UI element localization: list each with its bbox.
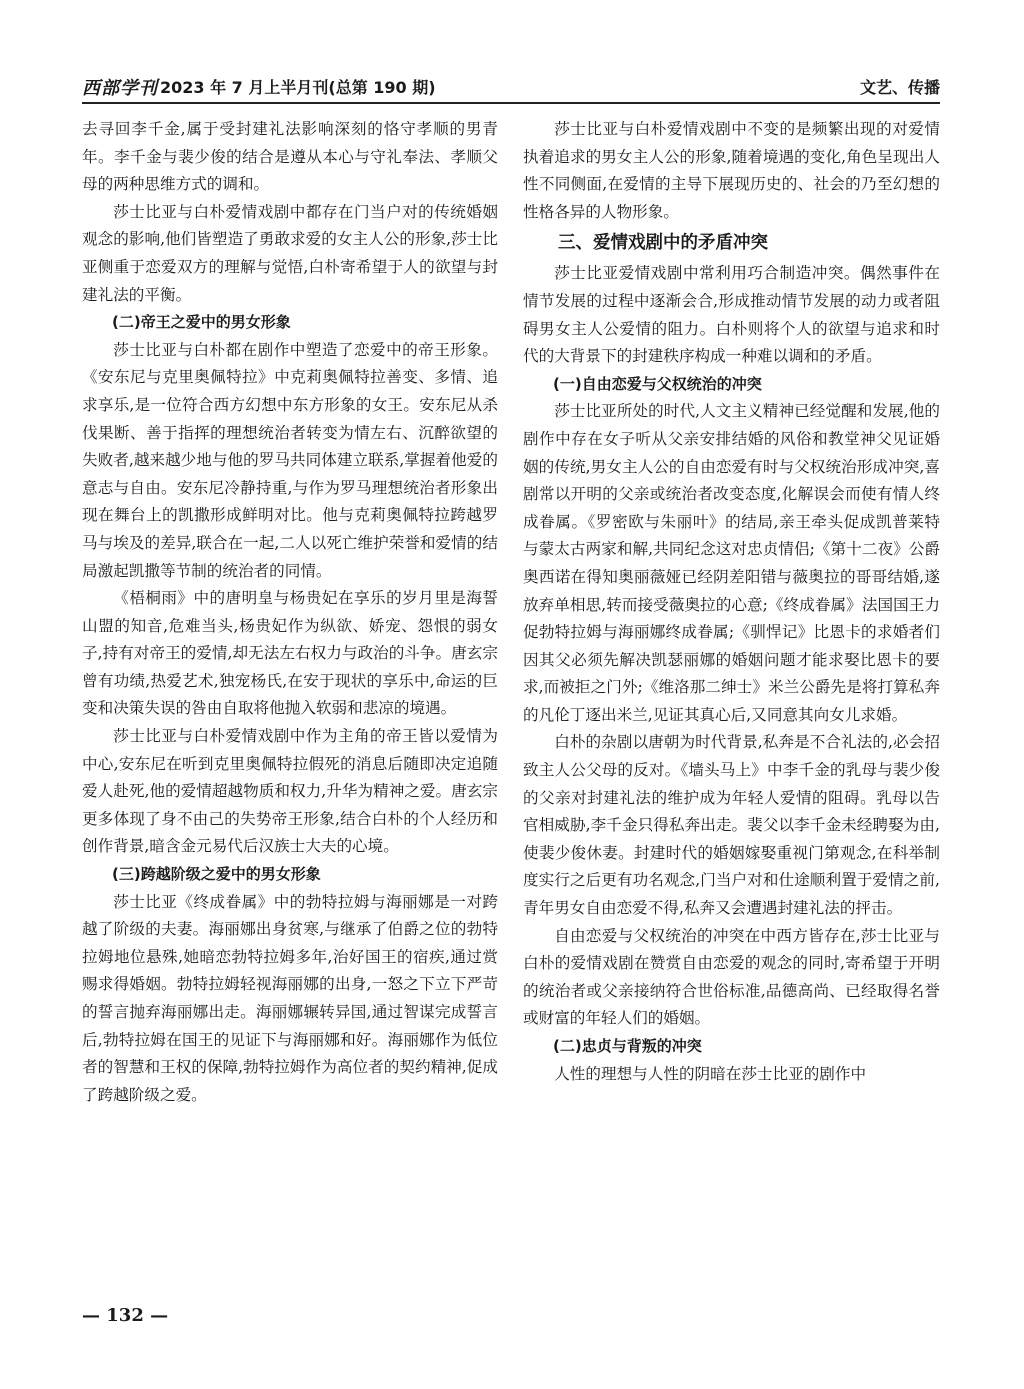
paragraph: 白朴的杂剧以唐朝为时代背景,私奔是不合礼法的,必会招致主人公父母的反对。《墙头马上》中李千金的乳母与裴少俊的父亲对封建礼法的维护成为年轻人爱情的阻碍。乳母以告官相威胁,李千金只得私奔出走。裴父以李千金未经聘娶为由,使裴少俊休妻。封建时代的婚姻嫁娶重视门第观念,在科举制度实行之后更有功名观念,门当户对和仕途顺利置于爱情之前,青年男女自由恋爱不得,私奔又会遭遇封建礼法的抨击。 — [523, 733, 940, 918]
paragraph: 《梧桐雨》中的唐明皇与杨贵妃在享乐的岁月里是海誓山盟的知音,危难当头,杨贵妃作为纵欲、娇宠、怨恨的弱女子,持有对帝王的爱情,却无法左右权力与政治的斗争。唐玄宗曾有功绩,热爱艺术,独宠杨氏,在安于现状的享乐中,命运的巨变和决策失误的咎由自取将他抛入软弱和悲凉的境遇。 — [82, 589, 498, 718]
paragraph: 莎士比亚与白朴爱情戏剧中都存在门当户对的传统婚姻观念的影响,他们皆塑造了勇敢求爱的女主人公的形象,莎士比亚侧重于恋爱双方的理解与觉悟,白朴寄希望于人的欲望与封建礼法的平衡。 — [82, 202, 498, 304]
paragraph: 去寻回李千金,属于受封建礼法影响深刻的恪守孝顺的男青年。李千金与裴少俊的结合是遵从本心与守礼奉法、孝顺父母的两种思维方式的调和。 — [82, 120, 498, 194]
paragraph: 自由恋爱与父权统治的冲突在中西方皆存在,莎士比亚与白朴的爱情戏剧在赞赏自由恋爱的观念的同时,寄希望于开明的统治者或父亲接纳符合世俗标准,品德高尚、已经取得名誉或财富的年轻人们的婚姻。 — [523, 926, 940, 1028]
page-number: — 132 — — [82, 1305, 169, 1326]
section-name: 文艺、传播 — [859, 78, 940, 97]
paragraph: 人性的理想与人性的阴暗在莎士比亚的剧作中 — [554, 1064, 867, 1083]
running-header — [82, 72, 940, 104]
paragraph: 莎士比亚与白朴爱情戏剧中不变的是频繁出现的对爱情执着追求的男女主人公的形象,随着境遇的变化,角色呈现出人性不同侧面,在爱情的主导下展现历史的、社会的乃至幻想的性格各异的人物形象。 — [523, 120, 940, 221]
issue-info: 2023 年 7 月上半月刊(总第 190 期) — [160, 78, 436, 97]
section-heading: (一)自由恋爱与父权统治的冲突 — [553, 374, 762, 393]
journal-logo: 西部学刊 — [82, 78, 158, 99]
left-column — [82, 116, 498, 1109]
paragraph: 莎士比亚与白朴爱情戏剧中作为主角的帝王皆以爱情为中心,安东尼在听到克里奥佩特拉假死的消息后随即决定追随爱人赴死,他的爱情超越物质和权力,升华为精神之爱。唐玄宗更多体现了身不由己的失势帝王形象,结合白朴的个人经历和创作背景,暗含金元易代后汉族士大夫的心境。 — [82, 727, 498, 856]
paragraph: 莎士比亚爱情戏剧中常利用巧合制造冲突。偶然事件在情节发展的过程中逐渐会合,形成推动情节发展的动力或者阻碍男女主人公爱情的阻力。白朴则将个人的欲望与追求和时代的大背景下的封建秩序构成一种难以调和的矛盾。 — [523, 264, 940, 366]
section-heading: (二)帝王之爱中的男女形象 — [112, 313, 291, 332]
section-heading: (二)忠贞与背叛的冲突 — [553, 1037, 702, 1055]
paragraph: 莎士比亚所处的时代,人文主义精神已经觉醒和发展,他的剧作中存在女子听从父亲安排结婚的风俗和教堂神父见证婚姻的传统,男女主人公的自由恋爱有时与父权统治形成冲突,喜剧常以开明的父亲或统治者改变态度,化解误会而使有情人终成眷属。《罗密欧与朱丽叶》的结局,亲王牵头促成凯普莱特与蒙太古两家和解,共同纪念这对忠贞情侣;《第十二夜》公爵奥西诺在得知奥丽薇娅已经阴差阳错与薇奥拉的哥哥结婚,遂放弃单相思,转而接受薇奥拉的心意;《终成眷属》法国国王力促勃特拉姆与海丽娜终成眷属;《驯悍记》比恩卡的求婚者们因其父必须先解决凯瑟丽娜的婚姻问题才能求娶比恩卡的要求,而被拒之门外;《维洛那二绅士》米兰公爵先是将打算私奔的凡伦丁逐出米兰,见证其真心后,又同意其向女儿求婚。 — [523, 402, 940, 724]
section-heading: (三)跨越阶级之爱中的男女形象 — [112, 865, 321, 884]
paragraph: 莎士比亚《终成眷属》中的勃特拉姆与海丽娜是一对跨越了阶级的夫妻。海丽娜出身贫寒,与继承了伯爵之位的勃特拉姆地位悬殊,她暗恋勃特拉姆多年,治好国王的宿疾,通过赏赐求得婚姻。勃特拉姆轻视海丽娜的出身,一怒之下立下严苛的誓言抛弃海丽娜出走。海丽娜辗转异国,通过智谋完成誓言后,勃特拉姆在国王的见证下与海丽娜和好。海丽娜作为低位者的智慧和王权的保障,勃特拉姆作为高位者的契约精神,促成了跨越阶级之爱。 — [82, 892, 498, 1104]
right-column — [523, 116, 940, 1088]
paragraph: 莎士比亚与白朴都在剧作中塑造了恋爱中的帝王形象。《安东尼与克里奥佩特拉》中克莉奥佩特拉善变、多情、追求享乐,是一位符合西方幻想中东方形象的女王。安东尼从杀伐果断、善于指挥的理想统治者转变为情左右、沉醉欲望的失败者,越来越少地与他的罗马共同体建立联系,掌握着他爱的意志与自由。安东尼冷静持重,与作为罗马理想统治者形象出现在舞台上的凯撒形成鲜明对比。他与克莉奥佩特拉跨越罗马与埃及的差异,联合在一起,二人以死亡维护荣誉和爱情的结局激起凯撒等节制的统治者的同情。 — [82, 340, 498, 580]
section-heading: 三、爱情戏剧中的矛盾冲突 — [558, 233, 768, 254]
